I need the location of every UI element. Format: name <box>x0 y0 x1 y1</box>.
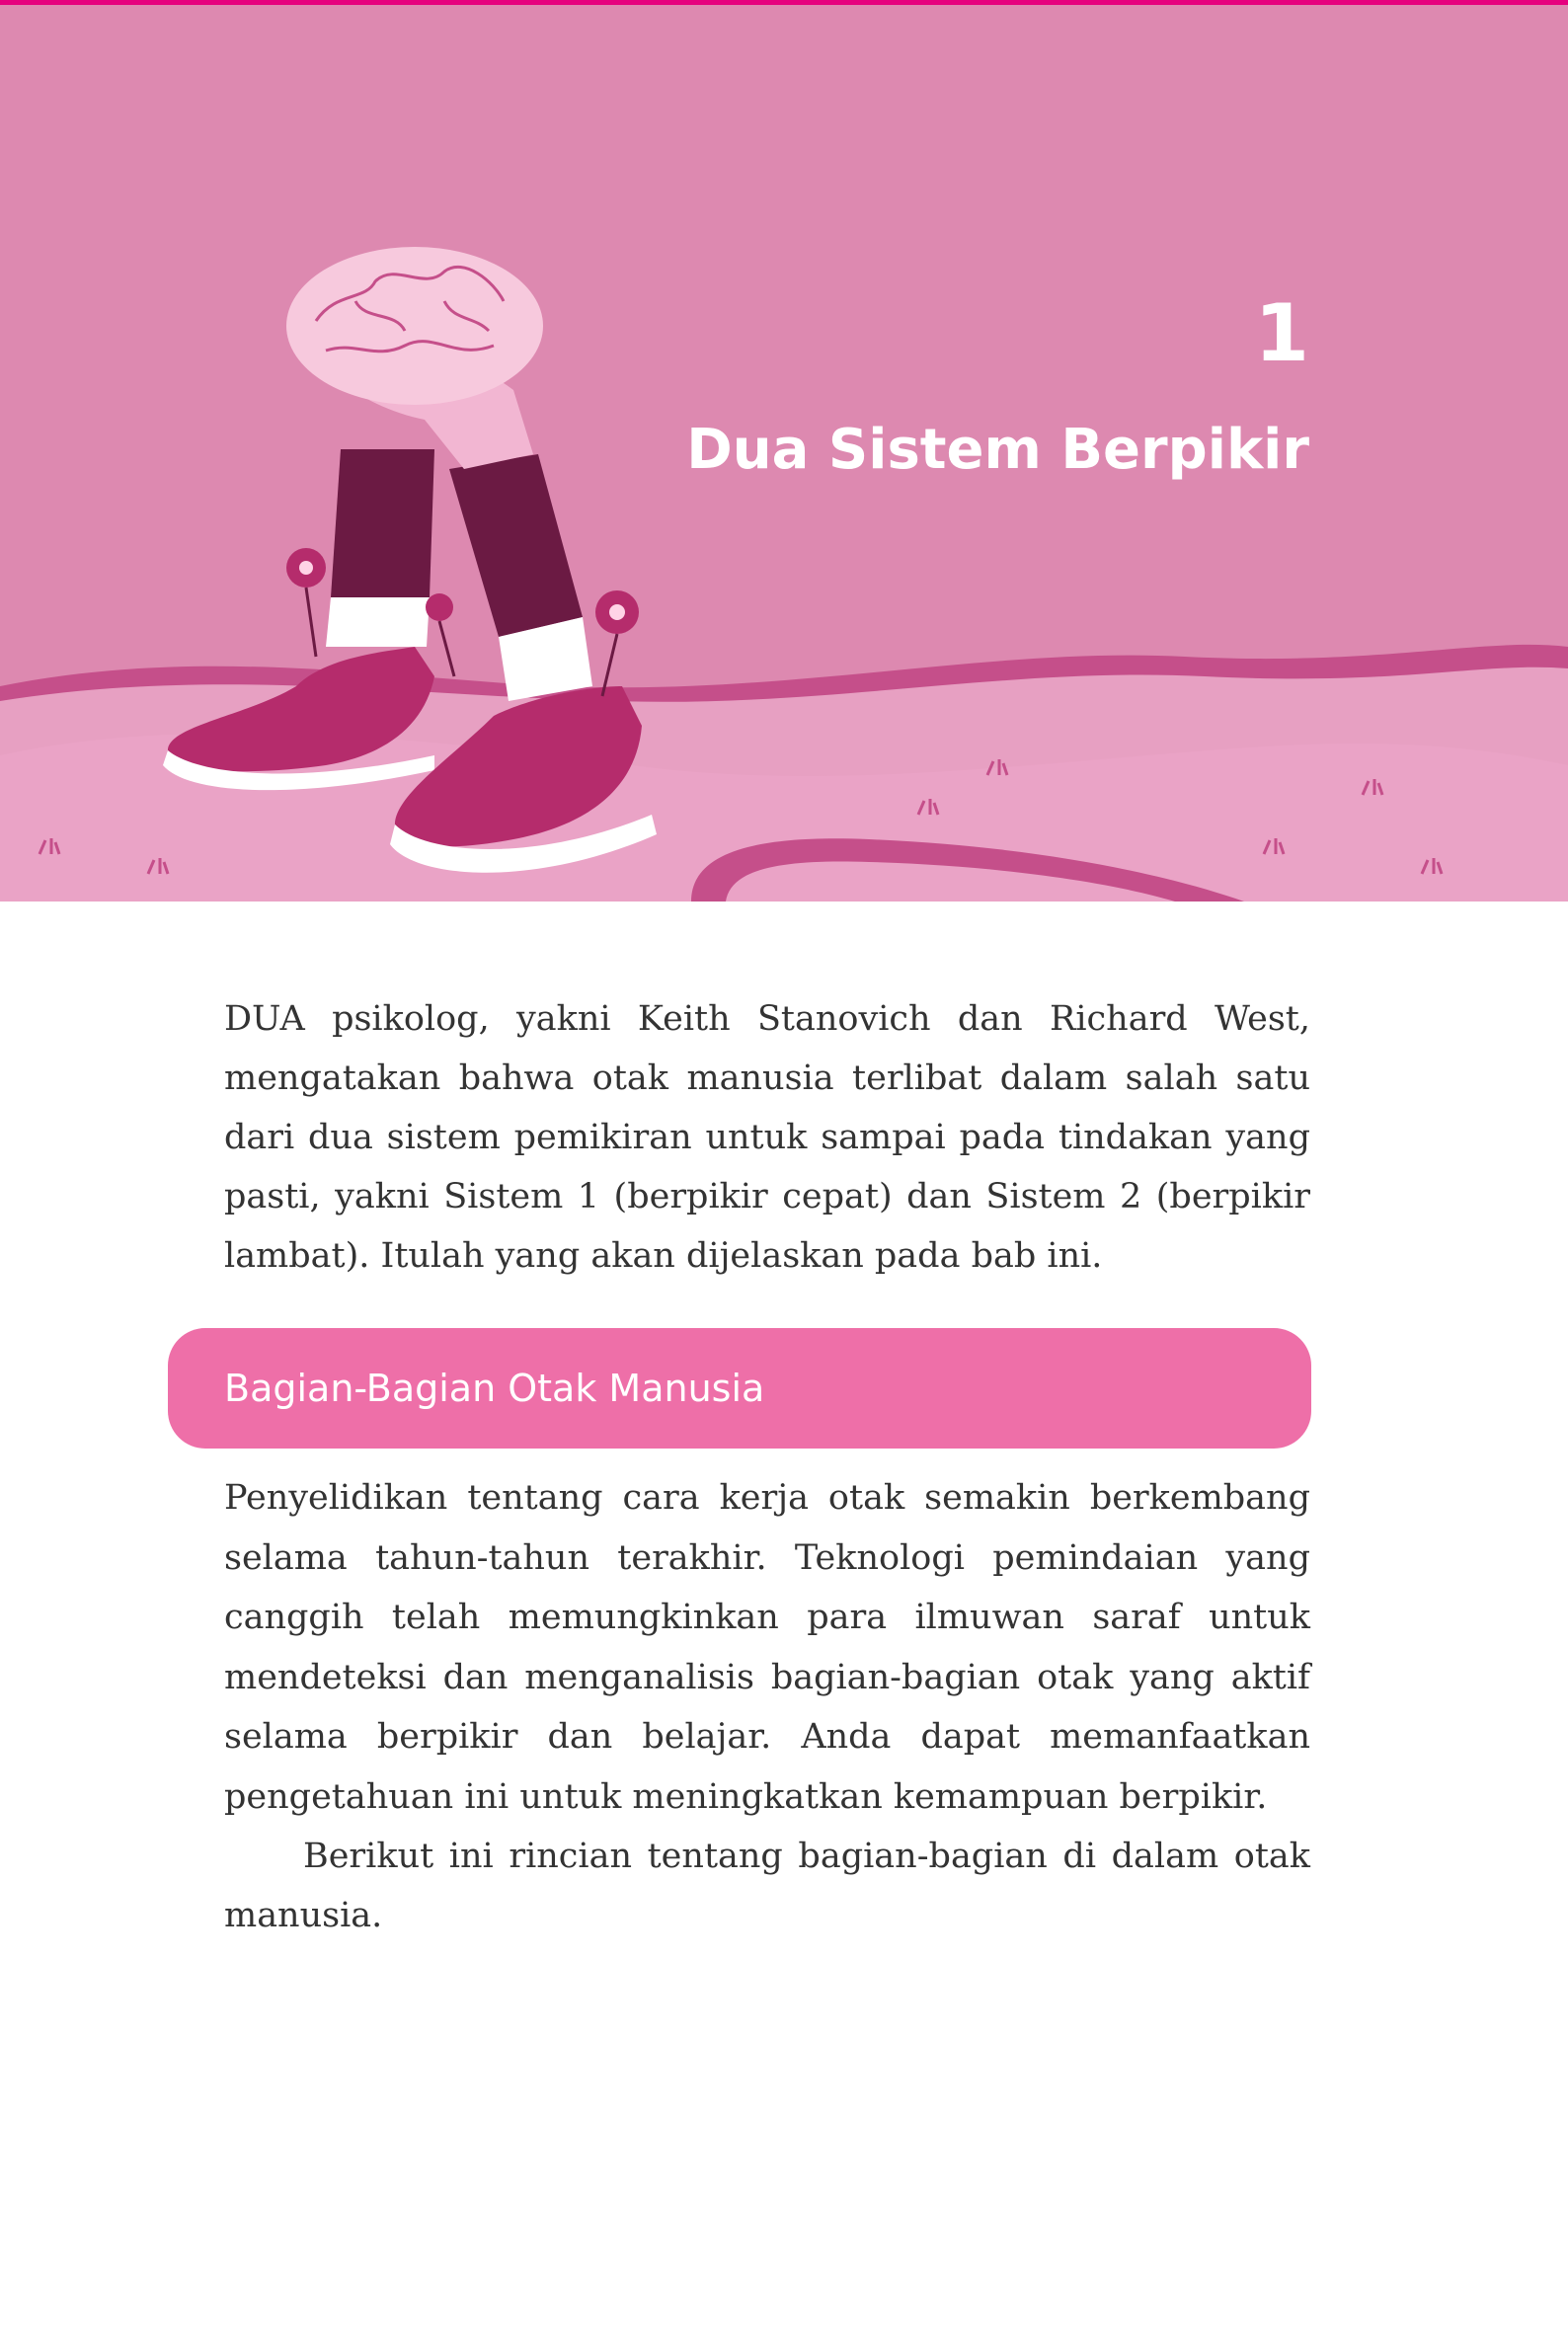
intro-paragraph: DUA psikolog, yakni Keith Stanovich dan Richard West, mengatakan bahwa otak manusia terlibat dalam salah satu dari dua sistem pemikiran untuk sampai pada tindakan yang pasti, yakni Sistem 1 (berpikir cepat) dan Sistem 2 (berpikir lambat). Itulah yang akan dijelaskan pada bab ini. <box>224 999 1310 1276</box>
chapter-banner <box>0 5 1568 902</box>
body-paragraph: Berikut ini rincian tentang bagian-bagian di dalam otak manusia. <box>224 1837 1310 1935</box>
section-heading: Bagian-Bagian Otak Manusia <box>224 1367 765 1410</box>
body-paragraph: Penyelidikan tentang cara kerja otak semakin berkembang selama tahun-tahun terakhir. Teknologi pemindaian yang canggih telah memungkinkan para ilmuwan saraf untuk mendeteksi dan menganalisis bagian-bagian otak yang aktif selama berpikir dan belajar. Anda dapat memanfaatkan pengetahuan ini untuk meningkatkan kemampuan berpikir. <box>224 1478 1310 1817</box>
section-heading-bar <box>168 1328 1311 1449</box>
chapter-number: 1 <box>1254 287 1309 379</box>
chapter-title: Dua Sistem Berpikir <box>686 418 1309 482</box>
